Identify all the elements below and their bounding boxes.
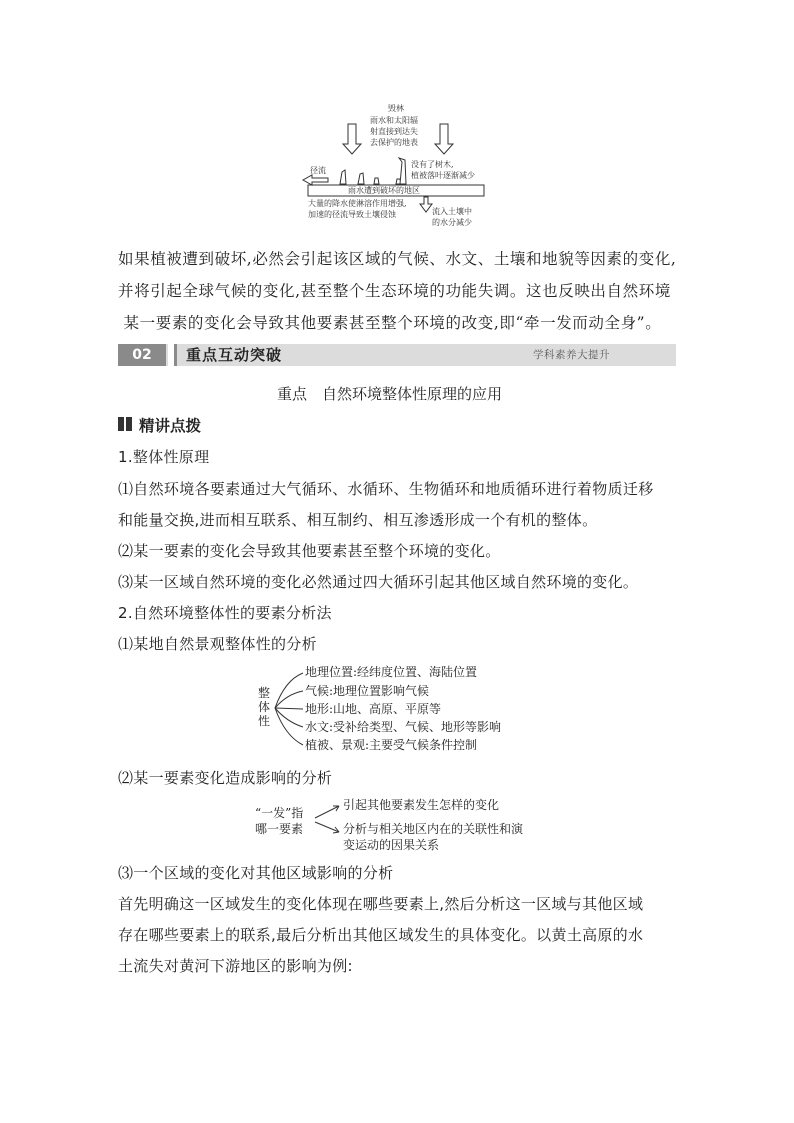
wholeness-root-3: 性 [258,714,271,728]
fig-bar-label: 雨水遭到破坏的地区 [348,186,420,195]
part2-item-2: ⑵某一要素变化造成影响的分析 [118,769,333,787]
part1-line-4: ⑶某一区域自然环境的变化必然通过四大循环引起其他区域自然环境的变化。 [118,573,639,591]
sub-heading: 精讲点拨 [139,417,202,435]
one-element-branch-1: 引起其他要素发生怎样的变化 [343,798,500,812]
part2-item-1: ⑴某地自然景观整体性的分析 [118,635,317,653]
wholeness-branch-3: 地形:山地、高原、平原等 [305,702,442,716]
one-element-root-2: 哪一要素 [255,822,304,836]
wholeness-root-2: 体 [258,700,271,714]
section-bar [118,344,676,366]
part2-item-3: ⑶一个区域的变化对其他区域影响的分析 [118,864,394,882]
wholeness-branch-2: 气候:地理位置影响气候 [305,684,430,698]
wholeness-diagram [255,660,545,760]
fig-bottom-left-2: 加速的径流导致土壤侵蚀 [308,210,396,219]
sub-heading-icon [118,417,133,431]
part1-line-3: ⑵某一要素的变化会导致其他要素甚至整个环境的变化。 [118,542,501,560]
key-point-title: 重点 自然环境整体性原理的应用 [277,385,503,403]
one-element-branch-2b: 变运动的因果关系 [343,838,440,852]
closing-line-1: 首先明确这一区域发生的变化体现在哪些要素上,然后分析这一区域与其他区域 [118,895,644,913]
closing-line-2: 存在哪些要素上的联系,最后分析出其他区域发生的具体变化。以黄土高原的水 [118,926,644,944]
section-divider-mark [174,344,177,366]
wholeness-root-1: 整 [258,686,271,700]
intro-line-1: 如果植被遭到破坏,必然会引起该区域的气候、水文、土壤和地貌等因素的变化, [118,250,677,268]
fig-bottom-left-1: 大量的降水使淋溶作用增强, [308,199,407,208]
section-tag: 学科素养大提升 [533,349,610,361]
one-element-diagram [255,796,555,854]
intro-line-3: 某一要素的变化会导致其他要素甚至整个环境的改变,即“牵一发而动全身”。 [118,314,662,332]
intro-line-2: 并将引起全球气候的变化,甚至整个生态环境的功能失调。这也反映出自然环境 [118,282,671,300]
fig-right-desc-2: 植被落叶逐渐减少 [411,171,475,180]
section-title: 重点互动突破 [186,346,283,364]
deforestation-figure [300,100,500,240]
fig-runoff-label: 径流 [310,166,326,175]
one-element-root-1: “一发”指 [255,806,304,820]
fig-bottom-right-2: 的水分减少 [432,218,472,227]
fig-right-desc-1: 没有了树木, [411,160,454,169]
one-element-branch-2a: 分析与相关地区内在的关联性和演 [343,822,524,836]
part1-line-1: ⑴自然环境各要素通过大气循环、水循环、生物循环和地质循环进行着物质迁移 [118,480,654,498]
wholeness-branch-4: 水文:受补给类型、气候、地形等影响 [305,720,502,734]
part2-title: 2.自然环境整体性的要素分析法 [118,604,332,622]
fig-top-desc-3: 去保护的地表 [370,138,418,147]
part1-line-2: 和能量交换,进而相互联系、相互制约、相互渗透形成一个有机的整体。 [118,511,598,529]
fig-bottom-right-1: 流入土壤中 [432,207,472,216]
fig-top-desc-1: 雨水和太阳辐 [370,116,418,125]
wholeness-branch-1: 地理位置:经纬度位置、海陆位置 [305,665,478,679]
part1-title: 1.整体性原理 [118,448,210,466]
section-number: 02 [118,344,166,366]
fig-top-label: 毁林 [388,104,404,113]
closing-line-3: 土流失对黄河下游地区的影响为例: [118,957,353,975]
wholeness-branch-5: 植被、景观:主要受气候条件控制 [305,738,478,752]
fig-top-desc-2: 射直接到达失 [370,127,418,136]
